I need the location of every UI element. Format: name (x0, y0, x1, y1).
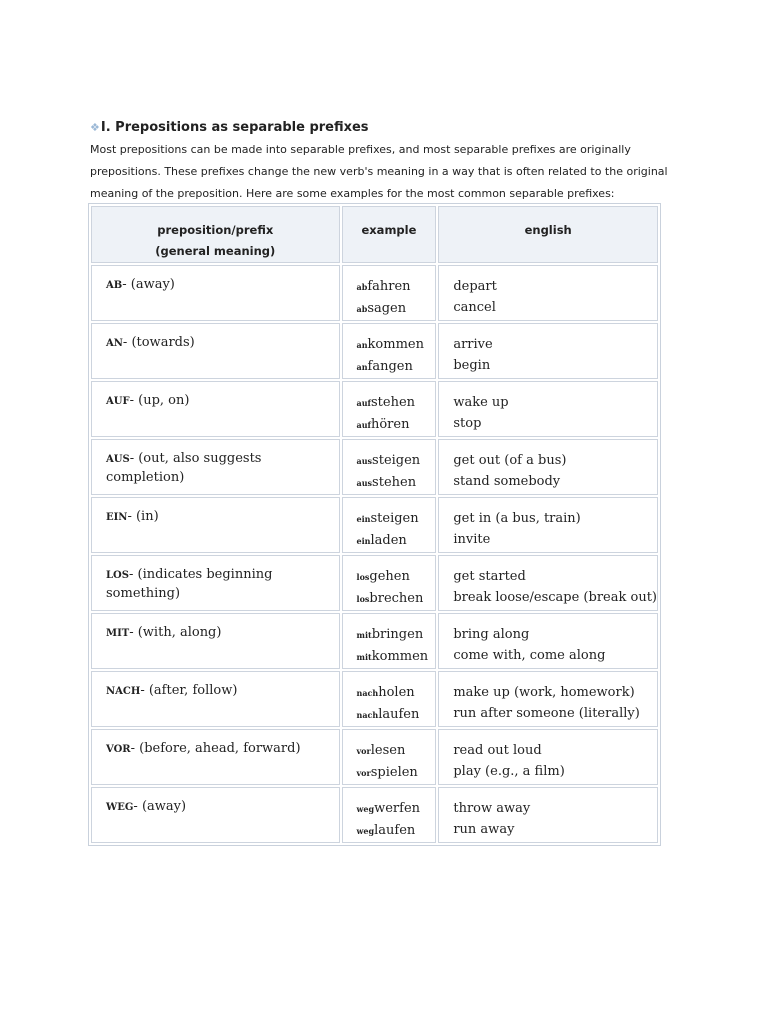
table-row (91, 729, 658, 785)
prefix-cell (91, 265, 340, 321)
example-1 (357, 798, 436, 820)
example-2-stem: stehen (372, 475, 417, 490)
example-cell (342, 729, 437, 785)
example-2-prefix: aus (356, 478, 373, 488)
example-1 (357, 392, 436, 414)
english-cell (438, 497, 658, 553)
example-2-prefix: vor (356, 768, 371, 778)
english-2: run away (453, 822, 515, 837)
english-2: play (e.g., a film) (453, 764, 565, 779)
prefix-label: AUF (106, 396, 130, 407)
table-row (91, 497, 658, 553)
intro-paragraph: Most prepositions can be made into separable prefixes, and most separable prefixes are originally prepositions. These prefixes change the new verb's meaning in a way that is often related to the original meaning of the preposition. Here are some examples for the most common separable prefixes: (90, 143, 668, 200)
example-2 (357, 298, 436, 320)
prefix-cell (91, 381, 340, 437)
example-1-prefix: auf (356, 398, 371, 408)
prefix-cell (91, 497, 340, 553)
english-1: throw away (453, 801, 531, 816)
example-2 (357, 820, 436, 842)
header-general-meaning-label: (general meaning) (155, 244, 276, 258)
example-2-stem: kommen (371, 649, 429, 664)
prefix-meaning: (with, along) (137, 625, 222, 640)
example-2-stem: spielen (370, 765, 418, 780)
example-2 (357, 472, 436, 494)
header-preposition (91, 206, 340, 263)
example-1-stem: werfen (374, 801, 421, 816)
prefix-label: AB (106, 280, 123, 291)
example-2 (357, 762, 436, 784)
prefix-meaning: (up, on) (138, 393, 190, 408)
prefix-cell (91, 439, 340, 495)
example-2-stem: hören (370, 417, 410, 432)
example-1-prefix: nach (356, 688, 379, 698)
example-cell (342, 555, 437, 611)
header-preposition-label: preposition/prefix (157, 223, 274, 237)
prefix-meaning: (after, follow) (148, 683, 238, 698)
example-cell (342, 497, 437, 553)
english-cell (438, 439, 658, 495)
example-1-stem: holen (378, 685, 415, 700)
english-1: bring along (453, 627, 530, 642)
example-2 (357, 646, 436, 668)
header-english: english (438, 206, 658, 263)
english-2: stand somebody (453, 474, 561, 489)
example-2 (357, 530, 436, 552)
english-cell (438, 265, 658, 321)
example-1-prefix: weg (356, 804, 375, 814)
document-body (90, 118, 668, 846)
english-2: invite (453, 532, 491, 547)
example-2-prefix: ab (356, 304, 368, 314)
prefix-meaning: (out, also suggests completion) (106, 451, 262, 485)
example-1-stem: gehen (369, 569, 410, 584)
prefix-cell (91, 613, 340, 669)
table-row (91, 555, 658, 611)
example-1 (357, 740, 436, 762)
example-2 (357, 704, 436, 726)
example-1-prefix: mit (356, 630, 372, 640)
prefix-dash: - (127, 509, 136, 524)
table-row (91, 439, 658, 495)
english-cell (438, 613, 658, 669)
example-1-stem: fahren (367, 279, 411, 294)
prefix-label: MIT (106, 628, 130, 639)
example-1-prefix: ab (356, 282, 368, 292)
example-2-stem: laufen (378, 707, 420, 722)
example-1-stem: stehen (370, 395, 416, 410)
english-2: begin (453, 358, 491, 373)
english-cell (438, 729, 658, 785)
prefix-dash: - (129, 451, 139, 466)
prefix-dash: - (140, 683, 149, 698)
english-1: read out loud (453, 743, 542, 758)
example-1 (357, 624, 436, 646)
example-cell (342, 381, 437, 437)
english-2: cancel (453, 300, 496, 315)
example-1-stem: bringen (371, 627, 424, 642)
example-1-stem: steigen (372, 453, 421, 468)
example-2-prefix: weg (356, 826, 375, 836)
prefix-cell (91, 671, 340, 727)
table-row (91, 381, 658, 437)
example-1 (357, 682, 436, 704)
english-cell (438, 555, 658, 611)
prefix-label: EIN (106, 512, 128, 523)
example-cell (342, 265, 437, 321)
prefix-cell (91, 555, 340, 611)
english-2: stop (453, 416, 482, 431)
english-cell (438, 787, 658, 843)
example-cell (342, 671, 437, 727)
prefix-cell (91, 323, 340, 379)
example-1-prefix: aus (356, 456, 373, 466)
prefix-meaning: (before, ahead, forward) (139, 741, 301, 756)
example-1-prefix: an (356, 340, 368, 350)
example-cell (342, 613, 437, 669)
section-heading (90, 118, 662, 138)
english-1: make up (work, homework) (453, 685, 635, 700)
prefix-dash: - (129, 393, 139, 408)
example-1 (357, 566, 436, 588)
english-cell (438, 671, 658, 727)
table-row (91, 265, 658, 321)
diamond-bullet-icon: ❖ (90, 121, 100, 134)
english-cell (438, 381, 658, 437)
english-2: come with, come along (453, 648, 606, 663)
example-2 (357, 356, 436, 378)
english-1: get in (a bus, train) (453, 511, 581, 526)
english-2: run after someone (literally) (453, 706, 640, 721)
prefix-dash: - (129, 625, 138, 640)
example-2-prefix: mit (356, 652, 372, 662)
prefix-dash: - (122, 335, 132, 350)
english-1: get out (of a bus) (453, 453, 567, 468)
example-1 (357, 508, 436, 530)
prefix-dash: - (133, 799, 142, 814)
section-title: I. Prepositions as separable prefixes (100, 120, 369, 135)
example-2-stem: sagen (367, 301, 407, 316)
example-1-stem: kommen (367, 337, 424, 352)
prefix-cell (91, 787, 340, 843)
table-row (91, 787, 658, 843)
example-cell (342, 439, 437, 495)
prefix-dash: - (122, 277, 131, 292)
table-row (91, 671, 658, 727)
table-row (91, 323, 658, 379)
prefix-meaning: (in) (135, 509, 159, 524)
english-1: depart (453, 279, 497, 294)
english-1: wake up (453, 395, 509, 410)
table-row (91, 613, 658, 669)
prefix-dash: - (130, 741, 140, 756)
example-1-stem: lesen (370, 743, 406, 758)
example-2-prefix: auf (356, 420, 371, 430)
prefix-meaning: (away) (141, 799, 187, 814)
example-1 (357, 276, 436, 298)
english-2: break loose/escape (break out) (453, 590, 657, 605)
header-example: example (342, 206, 437, 263)
example-1-prefix: vor (356, 746, 371, 756)
example-2-prefix: los (356, 594, 370, 604)
example-2-prefix: nach (356, 710, 379, 720)
example-2-prefix: an (356, 362, 368, 372)
prefix-meaning: (towards) (131, 335, 195, 350)
example-2 (357, 414, 436, 436)
english-cell (438, 323, 658, 379)
prefix-label: LOS (106, 570, 129, 581)
prefix-label: VOR (106, 744, 131, 755)
english-1: arrive (453, 337, 493, 352)
table-header-row (91, 206, 658, 263)
example-2-stem: laufen (374, 823, 416, 838)
prefix-label: WEG (106, 802, 134, 813)
example-2-stem: fangen (367, 359, 413, 374)
example-1-stem: steigen (370, 511, 419, 526)
example-1-prefix: ein (356, 514, 371, 524)
prefix-meaning: (indicates beginning something) (106, 567, 273, 601)
example-2-stem: laden (370, 533, 407, 548)
prefix-label: NACH (106, 686, 141, 697)
prefix-cell (91, 729, 340, 785)
english-1: get started (453, 569, 526, 584)
prefix-table (88, 203, 661, 846)
prefix-meaning: (away) (130, 277, 175, 292)
example-2-prefix: ein (356, 536, 371, 546)
example-cell (342, 787, 437, 843)
example-1 (357, 450, 436, 472)
prefix-label: AN (106, 338, 123, 349)
example-cell (342, 323, 437, 379)
example-2-stem: brechen (369, 591, 424, 606)
example-1 (357, 334, 436, 356)
example-1-prefix: los (356, 572, 370, 582)
example-2 (357, 588, 436, 610)
prefix-label: AUS (106, 454, 130, 465)
prefix-dash: - (128, 567, 138, 582)
